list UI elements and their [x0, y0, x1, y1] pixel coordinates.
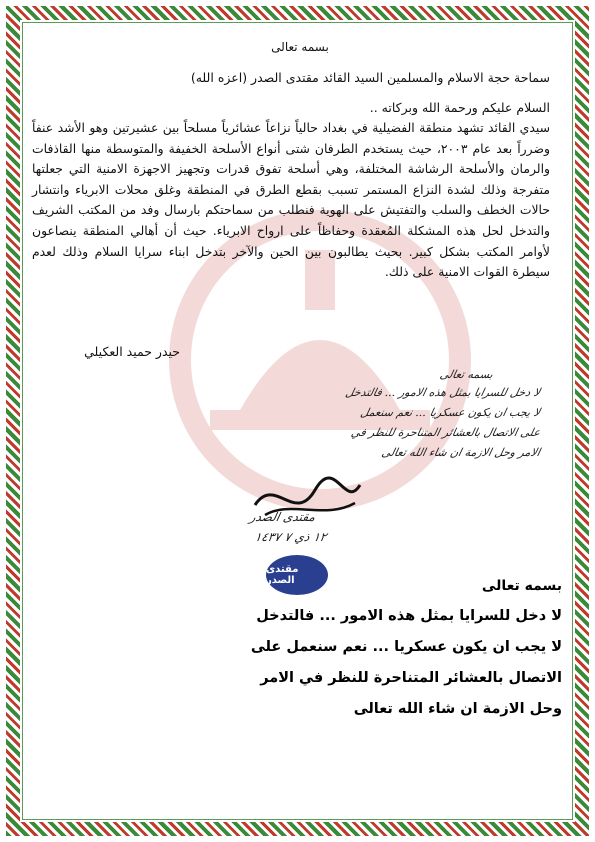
body-paragraph: سيدي القائد تشهد منطقة الفضيلية في بغداد حالياً نزاعاً عشائرياً مسلحاً بين عشيرتين وهو الأشد عنفاً وضرراً بعد عام ٢٠٠٣، حيث يستخدم الطرفان شتى أنواع الأسلحة الخفيفة والمتوسطة منها القاذفات والرمان والأسلحة الرشاشة المختلفة، وهي أسلحة تفوق قدرات وتجهيز الاجهزة الامنية التي جعلتها متفرجة وذلك لشدة النزاع المستمر تسبب بقطع الطرق في المنطقة وغلق محلات الابرياء وانتشار حالات الخطف والسلب والتفتيش على الهوية فنطلب من سماحتكم بارسال وفد من المكتب الشريف والتدخل لحل هذه المشكلة المُعقدة وحفاظاً على ارواح الابرياء. حيث أن أهالي المنطقة ينصاعون لأوامر المكتب بشكل كبير. بحيث يطالبون بين الحين والآخر بتدخل ابناء سرايا السلام وذلك لعدم سيطرة القوات الامنية على ذلك. [32, 120, 550, 280]
signature-name: مقتدى الصدر [248, 510, 317, 524]
address-line: سماحة حجة الاسلام والمسلمين السيد القائد مقتدى الصدر (اعزه الله) [190, 70, 550, 85]
page-heading: بسمه تعالى [271, 40, 329, 54]
seal-text: مقتدى الصدر [266, 564, 299, 586]
greeting: السلام عليكم ورحمة الله وبركاته .. [369, 100, 550, 115]
handwritten-line: لا دخل للسرايا بمثل هذه الامور ... فالتدخل [344, 386, 542, 399]
sender-name: حيدر حميد العكيلي [84, 344, 180, 359]
typed-reply-title: بسمه تعالى [481, 578, 562, 594]
typed-reply-line: لا يجب ان يكون عسكريا ... نعم سنعمل على [250, 639, 562, 655]
handwritten-intro: بسمه تعالى [438, 368, 495, 381]
signature-date: ١٢ ذي ٧ ١٤٣٧ [253, 530, 328, 544]
typed-reply-line: وحل الازمة ان شاء الله تعالى [353, 701, 562, 717]
typed-reply-line: الاتصال بالعشائر المتناحرة للنظر في الامر [260, 670, 562, 686]
official-seal [266, 555, 328, 595]
signature-scribble [245, 465, 365, 535]
handwritten-line: لا يجب ان يكون عسكريا ... نعم سنعمل [359, 406, 542, 419]
handwritten-line: الامر وحل الازمة ان شاء الله تعالى [380, 446, 542, 459]
typed-reply-line: لا دخل للسرايا بمثل هذه الامور ... فالتدخل [256, 608, 562, 624]
handwritten-line: على الاتصال بالعشائر المتناحرة للنظر في [349, 426, 542, 439]
